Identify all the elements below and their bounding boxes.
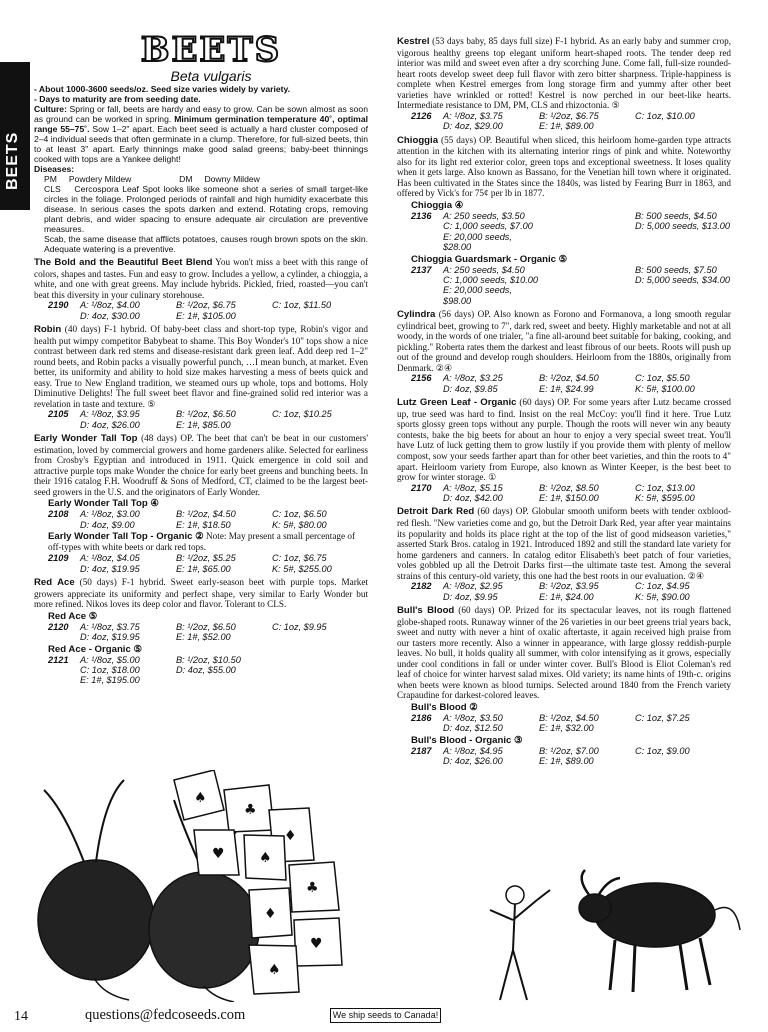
price-option: E: 20,000 seeds, $98.00 bbox=[443, 285, 512, 306]
price-option bbox=[176, 675, 272, 685]
sub-variety-name bbox=[48, 644, 368, 655]
item-number: 2120 bbox=[48, 621, 69, 632]
variety-description: (40 days) F-1 hybrid. Of baby-beet class and short-top type, Robin's vigor and health put wimpy competitor Babybeat to shame. This Boy Wonder's 10" tops show a nice contrast between dark red stems and disease-resistant dark green leaf. Add deep red 1–2" round beets, and Robin packs a visually powerful punch, …I mean bunch, at market. Even better, its uniformity and ability to hold size makes harvesting a mess of beets quick and easy. True to New England tradition, we steamed ours up whole, tops and bottoms. Holy Diminutive Delights! The full sweet beet flavor and fine-grained solid red interior was a revelation in taste and texture. ⑤ bbox=[34, 324, 368, 409]
svg-text:♥: ♥ bbox=[212, 846, 225, 862]
item-number: 2126 bbox=[411, 110, 432, 121]
sub-variety-name bbox=[48, 611, 368, 622]
price-option: A: ¹/8oz, $4.05 bbox=[80, 553, 140, 564]
sub-variety-name bbox=[48, 498, 368, 509]
price-option: E: 1#, $85.00 bbox=[176, 419, 231, 430]
variety-entry bbox=[397, 397, 731, 482]
variety-description: (53 days baby, 85 days full size) F-1 hybrid. As an early baby and summer crop, vigorous healthy greens top elegant uniform heart-shaped roots. The tender deep red interior was mild and sweet even after a dry scorching June. Come fall, full-size rounded-heart roots develop sweet deep full flavor with zero bitter sharpness. Triple-happiness is complete when Kestrel emerges from long storage firm and yummy after other beet varieties have wrinkled or rotted! Kestrel is now perched in our beet-like hearts. Intermediate resistance to DM, PM, CLS and rhizoctonia. ⑤ bbox=[397, 36, 731, 111]
sub-variety-name bbox=[411, 200, 731, 211]
price-row bbox=[411, 483, 731, 493]
contact-email[interactable]: questions@fedcoseeds.com bbox=[85, 1007, 246, 1023]
variety-entry bbox=[397, 605, 731, 701]
svg-text:♠: ♠ bbox=[194, 790, 207, 806]
item-number: 2137 bbox=[411, 264, 432, 275]
item-number: 2182 bbox=[411, 581, 432, 592]
item-number: 2156 bbox=[411, 373, 432, 384]
item-number: 2186 bbox=[411, 713, 432, 724]
price-row bbox=[411, 493, 731, 503]
price-option bbox=[272, 420, 368, 430]
sub-variety-label: Red Ace - Organic ⑤ bbox=[48, 643, 143, 655]
item-number: 2187 bbox=[411, 745, 432, 756]
variety-description: (60 days) OP. Globular smooth uniform beets with tender oxblood-red flesh. "New varieties come and go, but the Detroit Dark Red, year after year maintains its popularity and holds its place right at the top of the list of good midseason varieties," asserted Stark Bros. catalog in 1921. Introduced 1892 and still the standard late variety for home gardeners and canners. In catalog editor Elisabeth's beet patch of four varieties, voles gobbled up all the Detroit Darks first—the ultimate taste test. Among the several strains of this century-old variety, this one had the best roots in our evaluation. ②④ bbox=[397, 506, 732, 581]
culture-temp: Minimum germination temperature 40˚, optimal range 55–75˚. bbox=[34, 114, 368, 134]
svg-text:♠: ♠ bbox=[259, 850, 272, 866]
item-number: 2170 bbox=[411, 482, 432, 493]
price-row bbox=[411, 373, 731, 383]
price-option: C: 1oz, $4.95 bbox=[635, 581, 690, 592]
svg-text:♦: ♦ bbox=[264, 906, 277, 922]
price-option: A: ¹/8oz, $4.00 bbox=[80, 300, 140, 311]
item-number bbox=[411, 232, 443, 253]
price-option bbox=[635, 723, 731, 733]
price-option: D: 4oz, $19.95 bbox=[80, 563, 140, 574]
price-option: B: 500 seeds, $7.50 bbox=[635, 264, 717, 275]
price-option: C: 1oz, $9.00 bbox=[635, 745, 690, 756]
price-row bbox=[48, 675, 368, 685]
price-option: D: 4oz, $26.00 bbox=[443, 756, 503, 767]
price-option: A: ¹/8oz, $5.00 bbox=[80, 654, 140, 665]
variety-entry bbox=[34, 433, 368, 497]
price-row bbox=[411, 275, 731, 285]
price-option: A: ¹/8oz, $3.00 bbox=[80, 509, 140, 520]
price-option: A: ¹/8oz, $3.50 bbox=[443, 713, 503, 724]
item-number bbox=[411, 493, 443, 503]
sub-variety-note: Note: May present a small percentage of off-types with white beets or dark red tops. bbox=[48, 531, 356, 553]
price-option: D: 4oz, $30.00 bbox=[80, 310, 140, 321]
price-option bbox=[272, 311, 368, 321]
variety-description: (56 days) OP. Also known as Forono and Formanova, a long smooth regular cylindrical beet, growing to 7", dark red, sweet and beety. Highly marketable and not at all woody, in the words of one trialer, "a fine all-around beet suitable for baking, cooking, and pickling." Roberta rates them the darkest and least fibrous of our beets. Roots will push up out of the ground and develop rough shoulders. Heirloom from the 1880s, originally from Denmark. ②④ bbox=[397, 309, 731, 373]
price-option: C: 1oz, $18.00 bbox=[80, 664, 140, 675]
sub-variety-label: Bull's Blood ② bbox=[411, 702, 478, 714]
variety-entry bbox=[34, 257, 368, 300]
price-option: E: 1#, $150.00 bbox=[539, 493, 599, 504]
price-option: C: 1oz, $6.50 bbox=[272, 509, 327, 520]
sub-variety-label: Early Wonder Tall Top - Organic ② bbox=[48, 531, 204, 543]
price-option: E: 1#, $24.00 bbox=[539, 591, 594, 602]
price-option bbox=[539, 265, 635, 275]
item-number bbox=[48, 420, 80, 430]
price-option: K: 5#, $80.00 bbox=[272, 519, 327, 530]
item-number bbox=[411, 592, 443, 602]
item-number: 2190 bbox=[48, 300, 69, 311]
section-tab bbox=[0, 62, 30, 210]
price-option: B: ¹/2oz, $4.50 bbox=[176, 509, 236, 520]
svg-text:♦: ♦ bbox=[284, 828, 297, 844]
culture-label: Culture: bbox=[34, 104, 67, 114]
variety-entry bbox=[397, 36, 731, 111]
price-row bbox=[411, 756, 731, 766]
price-option: B: 500 seeds, $4.50 bbox=[635, 210, 717, 221]
item-number: 2121 bbox=[48, 654, 69, 665]
price-option: B: ¹/2oz, $5.25 bbox=[176, 553, 236, 564]
item-number bbox=[48, 311, 80, 321]
variety-name: Kestrel bbox=[397, 36, 430, 47]
svg-text:♥: ♥ bbox=[310, 936, 323, 952]
price-option: A: ¹/8oz, $3.25 bbox=[443, 373, 503, 384]
item-number: 2105 bbox=[48, 409, 69, 420]
price-row bbox=[48, 311, 368, 321]
price-row bbox=[411, 111, 731, 121]
price-option: B: ¹/2oz, $6.50 bbox=[176, 409, 236, 420]
variety-entry bbox=[34, 577, 368, 610]
price-option bbox=[272, 632, 368, 642]
price-row bbox=[411, 581, 731, 591]
price-option: C: 1oz, $11.50 bbox=[272, 300, 332, 311]
disease-scab: Scab, the same disease that afflicts potatoes, causes rough brown spots on the skin. Adequate watering is a preventive. bbox=[44, 234, 368, 254]
variety-description: (50 days) F-1 hybrid. Sweet early-season beet with purple tops. Market growers appreciate its uniformity and perfect shape, very similar to Early Wonder but more refined. Nikos loves its deep color and flavor. Tolerant to CLS. bbox=[34, 577, 368, 610]
variety-name: Detroit Dark Red bbox=[397, 506, 475, 518]
culture-text bbox=[34, 104, 368, 164]
price-option: D: 5,000 seeds, $13.00 bbox=[635, 221, 731, 232]
sub-variety-label: Early Wonder Tall Top ④ bbox=[48, 498, 159, 510]
price-option: A: 250 seeds, $4.50 bbox=[443, 264, 525, 275]
price-option: C: 1,000 seeds, $7.00 bbox=[443, 221, 533, 232]
price-option: D: 4oz, $29.00 bbox=[443, 121, 503, 132]
price-option: C: 1oz, $10.25 bbox=[272, 409, 332, 420]
price-option: E: 1#, $65.00 bbox=[176, 563, 231, 574]
item-number bbox=[411, 221, 443, 231]
price-option: C: 1,000 seeds, $10.00 bbox=[443, 274, 539, 285]
price-option: B: ¹/2oz, $6.75 bbox=[176, 300, 236, 311]
variety-entry bbox=[34, 324, 368, 409]
price-row bbox=[411, 121, 731, 131]
price-row bbox=[411, 232, 731, 253]
price-option bbox=[635, 232, 731, 253]
price-option: E: 1#, $105.00 bbox=[176, 310, 236, 321]
price-option: B: ¹/2oz, $6.50 bbox=[176, 621, 236, 632]
sub-variety-label: Chioggia Guardsmark - Organic ⑤ bbox=[411, 253, 568, 265]
price-row bbox=[48, 420, 368, 430]
price-option: C: 1oz, $13.00 bbox=[635, 482, 695, 493]
price-row bbox=[411, 746, 731, 756]
variety-entry bbox=[397, 309, 731, 373]
sub-variety-name bbox=[411, 702, 731, 713]
price-option: C: 1oz, $10.00 bbox=[635, 110, 695, 121]
price-option: D: 4oz, $55.00 bbox=[176, 664, 236, 675]
price-row bbox=[48, 622, 368, 632]
price-option: C: 1oz, $9.95 bbox=[272, 621, 327, 632]
price-option: K: 5#, $255.00 bbox=[272, 563, 332, 574]
price-row bbox=[411, 265, 731, 275]
svg-text:♣: ♣ bbox=[306, 880, 319, 896]
price-option: B: ¹/2oz, $7.00 bbox=[539, 745, 599, 756]
price-row bbox=[411, 723, 731, 733]
diseases-label: Diseases: bbox=[34, 164, 75, 174]
sub-variety-label: Red Ace ⑤ bbox=[48, 610, 98, 622]
price-row bbox=[411, 211, 731, 221]
price-option: A: ¹/8oz, $4.95 bbox=[443, 745, 503, 756]
price-option: D: 5,000 seeds, $34.00 bbox=[635, 274, 731, 285]
variety-name: Cylindra bbox=[397, 309, 436, 321]
variety-description: (60 days) OP. For some years after Lutz became crossed up, true seed was hard to find. Insist on the real McCoy: you'll find it here. True Lutz sports glossy green tops without any purple. Though the roots will never win any beauty contests, bake the big beets for about an hour to enjoy a very special sweet treat. You'll have Lutz of luck getting them to grow lustily if you provide them with plenty of mellow compost, sow your seeds farther apart than for other beet varieties, and thin the roots to 4" apart. Heirloom variety from Europe, also known as Winter Keeper, is the best beet to grow for winter storage. ① bbox=[397, 397, 731, 483]
intro-note-1: - About 1000-3600 seeds/oz. Seed size varies widely by variety. bbox=[34, 84, 291, 94]
price-option: D: 4oz, $9.00 bbox=[80, 519, 135, 530]
item-number bbox=[48, 632, 80, 642]
price-option: K: 5#, $100.00 bbox=[635, 383, 695, 394]
svg-text:♣: ♣ bbox=[244, 802, 257, 818]
price-row bbox=[48, 553, 368, 563]
price-option bbox=[635, 756, 731, 766]
sub-variety-label: Bull's Blood - Organic ③ bbox=[411, 734, 523, 746]
diseases-heading bbox=[34, 164, 368, 174]
price-row bbox=[48, 409, 368, 419]
price-option: B: ¹/2oz, $10.50 bbox=[176, 654, 241, 665]
price-option: A: ¹/8oz, $2.95 bbox=[443, 581, 503, 592]
item-number: 2108 bbox=[48, 509, 69, 520]
item-number bbox=[48, 675, 80, 685]
page-number: 14 bbox=[14, 1009, 28, 1024]
item-number: 2109 bbox=[48, 553, 69, 564]
price-option bbox=[539, 275, 635, 285]
price-option: K: 5#, $90.00 bbox=[635, 591, 690, 602]
price-option: C: 1oz, $5.50 bbox=[635, 373, 690, 384]
price-row bbox=[411, 592, 731, 602]
item-number bbox=[411, 285, 443, 306]
variety-description: You won't miss a beet with this range of colors, shapes and tastes. Fun and easy to grow. Includes a yellow, a cylinder, a chioggia, a white, and one with great greens. May include hybrids. Pickled, fried, roasted—you can't beat this diversity in your culinary storehouse. bbox=[34, 257, 368, 300]
variety-entry bbox=[397, 135, 731, 199]
item-number bbox=[411, 121, 443, 131]
price-option: D: 4oz, $42.00 bbox=[443, 493, 503, 504]
variety-name: Red Ace bbox=[34, 577, 75, 589]
price-row bbox=[48, 564, 368, 574]
section-tab-label: BEETS bbox=[4, 131, 21, 190]
variety-name: Chioggia bbox=[397, 134, 439, 146]
sub-variety-name bbox=[48, 531, 368, 553]
variety-description: (55 days) OP. Beautiful when sliced, this heirloom home-garden type attracts attention in the kitchen with its alternating interior rings of pink and white. Noteworthy also for its light red exterior color, green tops and exceptional sweetness. It loses quality when it gets large. Also known as Bassano, for the Venetian hill town where it originated. Has been cultivated in the States since the 1840s, was listed by Fearing Burr in 1863, and offered by Vick's for 75¢ per lb in 1877. bbox=[397, 134, 731, 199]
price-option: A: ¹/8oz, $3.95 bbox=[80, 409, 140, 420]
price-option: B: ¹/2oz, $8.50 bbox=[539, 482, 599, 493]
item-number: 2136 bbox=[411, 210, 432, 221]
price-row bbox=[411, 384, 731, 394]
price-option bbox=[272, 655, 368, 665]
price-option: B: ¹/2oz, $4.50 bbox=[539, 713, 599, 724]
price-row bbox=[48, 655, 368, 665]
right-variety-list bbox=[397, 36, 731, 767]
price-option: A: ¹/8oz, $3.75 bbox=[80, 621, 140, 632]
variety-entry bbox=[397, 506, 731, 581]
price-option: B: ¹/2oz, $3.95 bbox=[539, 581, 599, 592]
variety-name: Robin bbox=[34, 324, 62, 335]
item-number bbox=[411, 384, 443, 394]
price-option: A: 250 seeds, $3.50 bbox=[443, 210, 525, 221]
sub-variety-name bbox=[411, 735, 731, 746]
price-option bbox=[539, 285, 635, 306]
price-option: B: ¹/2oz, $6.75 bbox=[539, 110, 599, 121]
price-option: A: ¹/8oz, $5.15 bbox=[443, 482, 503, 493]
price-option: E: 20,000 seeds, $28.00 bbox=[443, 231, 512, 253]
price-option: E: 1#, $89.00 bbox=[539, 756, 594, 767]
price-option bbox=[539, 211, 635, 221]
item-number bbox=[48, 564, 80, 574]
price-option bbox=[272, 665, 368, 675]
variety-name: Early Wonder Tall Top bbox=[34, 433, 138, 445]
variety-name: Lutz Green Leaf - Organic bbox=[397, 397, 517, 409]
price-option: E: 1#, $52.00 bbox=[176, 632, 231, 643]
price-option: D: 4oz, $12.50 bbox=[443, 723, 503, 734]
price-row bbox=[411, 285, 731, 306]
price-option: C: 1oz, $6.75 bbox=[272, 553, 327, 564]
item-number bbox=[411, 275, 443, 285]
right-column bbox=[397, 33, 731, 767]
variety-name: Bull's Blood bbox=[397, 605, 455, 617]
price-option: B: ¹/2oz, $4.50 bbox=[539, 373, 599, 384]
price-row bbox=[411, 221, 731, 231]
item-number bbox=[48, 520, 80, 530]
page-title: BEETS bbox=[140, 30, 282, 70]
price-option bbox=[272, 675, 368, 685]
price-option: D: 4oz, $9.95 bbox=[443, 591, 498, 602]
price-option: E: 1#, $195.00 bbox=[80, 675, 140, 686]
sub-variety-label: Chioggia ④ bbox=[411, 199, 464, 211]
variety-description: (48 days) OP. The beet that can't be beat in our customers' estimation, loved by commercial growers and home gardeners alike. Selected for earliness from Crosby's Egyptian and introduced in 1911. Quick emergence in cold soil and attractive purple tops make Wonder the choice for early beet greens and bunching beets. In their 1916 catalog F.H. Woodruff & Sons of Medford, CT, claimed to be the largest beet-seed growers in the U.S. and the originators of Early Wonder. bbox=[34, 433, 368, 497]
item-number bbox=[48, 665, 80, 675]
price-option: A: ¹/8oz, $3.75 bbox=[443, 110, 503, 121]
left-column bbox=[34, 30, 371, 686]
price-option: E: 1#, $32.00 bbox=[539, 723, 594, 734]
price-option: D: 4oz, $19.95 bbox=[80, 632, 140, 643]
price-option: K: 5#, $595.00 bbox=[635, 493, 695, 504]
price-row bbox=[411, 713, 731, 723]
intro-note-2: - Days to maturity are from seeding date. bbox=[34, 94, 201, 104]
price-option bbox=[635, 121, 731, 131]
price-option bbox=[539, 221, 635, 231]
price-option: E: 1#, $18.50 bbox=[176, 519, 231, 530]
sub-variety-name bbox=[411, 254, 731, 265]
left-variety-list bbox=[34, 257, 368, 686]
latin-name: Beta vulgaris bbox=[170, 68, 252, 84]
price-option: C: 1oz, $7.25 bbox=[635, 713, 690, 724]
price-row bbox=[48, 509, 368, 519]
culture-part-1: Spring or fall, beets are hardy and easy to grow. Can be sown almost as soon as ground can be worked in spring. bbox=[34, 104, 368, 124]
price-option bbox=[635, 285, 731, 306]
variety-name: The Bold and the Beautiful Beet Blend bbox=[34, 257, 213, 268]
price-row bbox=[48, 665, 368, 675]
price-option: E: 1#, $89.00 bbox=[539, 121, 594, 132]
shipping-notice: We ship seeds to Canada! bbox=[330, 1008, 441, 1023]
price-option: D: 4oz, $26.00 bbox=[80, 419, 140, 430]
disease-cls: CLS Cercospora Leaf Spot looks like someone shot a series of small target-like circles in the foliage. Prolonged periods of rainfall and high humidity exacerbate this disease. In serious cases the spots darken and extend. Rotating crops, removing plant debris, and wider spacing to ensure adequate air circulation are preventive measures. bbox=[44, 184, 371, 234]
price-option: D: 4oz, $9.85 bbox=[443, 383, 498, 394]
item-number bbox=[411, 756, 443, 766]
price-row bbox=[48, 520, 368, 530]
price-row bbox=[48, 300, 368, 310]
disease-pm-dm: PM Powdery Mildew DM Downy Mildew bbox=[44, 174, 260, 184]
bullfight-illustration bbox=[455, 840, 745, 1010]
culture-part-2: Sow 1–2" apart. Each beet seed is actually a hard cluster composed of 2–4 individual seeds that often germinate in a clump. Therefore, for full-sized beets, thin to at least 3" apart. Early thinnings make good salad greens; baby-beet thinnings cooked with tops are a Yankee delight! bbox=[34, 124, 368, 164]
beets-illustration bbox=[34, 770, 388, 1002]
variety-description: (60 days) OP. Prized for its spectacular leaves, not its rough flattened globe-shaped roots. Runaway winner of the 26 varieties in our beet greens trial years back, sweet and nutty with never a hint of oxalic aftertaste, it again received high praise from our tasters more recently. Also a winner in appearance, with large glossy reddish-purple leaves. No bull, it holds quality all summer, with color intensifying as it grows, especially under cool conditions in fall or under winter cover. Bull's Blood is Eliot Coleman's red leaf of choice for winter harvest salad mixes. Old variety; its name hints of 19th-c. origins when beets were known as blood turnips. Selected around 1840 from the French variety Crapaudine for darkest-colored leaves. bbox=[397, 605, 731, 701]
price-option bbox=[539, 232, 635, 253]
price-row bbox=[48, 632, 368, 642]
svg-text:♠: ♠ bbox=[268, 962, 281, 978]
item-number bbox=[411, 723, 443, 733]
price-option: E: 1#, $24.99 bbox=[539, 383, 594, 394]
